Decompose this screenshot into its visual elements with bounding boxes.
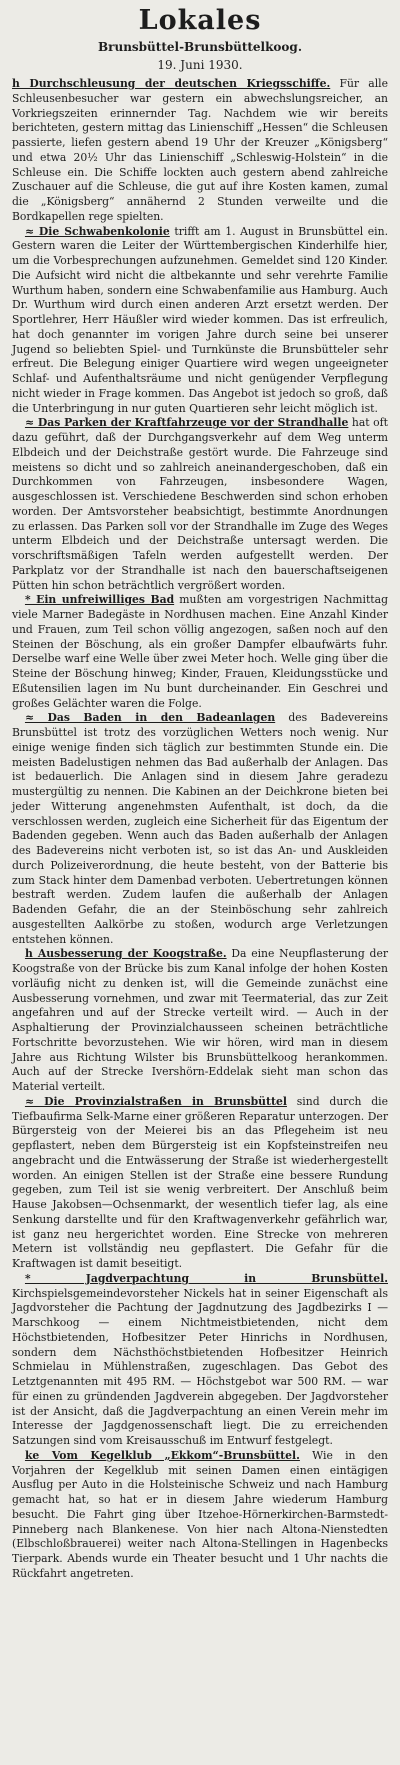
article-body: Für alle Schleusenbesucher war gestern ein abwechslungsreicher, an Vorkriegszeiten erinnernder Tag. Nachdem wie wir bereits berichteten, gestern mittag das Linienschiff „Hessen“ die Schleusen passierte, liefen gestern abend 19 Uhr der Kreuzer „Königsberg“ und etwa 20½ Uhr das Linienschiff „Schleswig-Holstein“ in die Schleuse ein. Die Schiffe lockten auch gestern abend zahlreiche Zuschauer auf die Schleuse, die gut auf ihre Kosten kamen, zumal die „Königsberg“ annähernd 2 Stunden verweilte und die Bordkapellen rege spielten. [12,77,388,223]
article-headline: h Durchschleusung der deutschen Kriegsschiffe. [12,77,331,90]
article-body: hat oft dazu geführt, daß der Durchgangsverkehr auf dem Weg unterm Elbdeich und der Deichstraße gestört wurde. Die Fahrzeuge sind meistens so dicht und so zahlreich aneinandergeschoben, daß ein Durchkommen von Fahrzeugen, insbesondere Wagen, ausgeschlossen ist. Verschiedene Beschwerden sind schon erhoben worden. Der Amtsvorsteher beabsichtigt, bestimmte Anordnungen zu erlassen. Das Parken soll vor der Strandhalle im Zuge des Weges unterm Elbdeich und der Deichstraße untersagt werden. Die vorschriftsmäßigen Tafeln werden aufgestellt werden. Der Parkplatz vor der Strandhalle ist nach den bauerschaftseigenen Pütten hin schon beträchtlich vergrößert worden. [12,416,388,592]
article-hunting-lease [12,1272,388,1449]
article-body: mußten am vorgestrigen Nachmittag viele Marner Badegäste in Nordhusen machen. Eine Anzahl Kinder und Frauen, zum Teil schon völlig angezogen, saßen noch auf den Steinen der Böschung, als ein großer Dampfer elbaufwärts fuhr. Derselbe warf eine Welle über zwei Meter hoch. Welle ging über die Steine der Böschung hinweg; Kinder, Frauen, Kleidungsstücke und Eßutensilien lagen im Nu bunt durcheinander. Ein Geschrei und großes Gelächter waren die Folge. [12,593,388,710]
section-subtitle: Brunsbüttel-Brunsbüttelkoog. [98,40,302,54]
article-involuntary-bath [12,593,388,711]
article-parking [12,416,388,593]
article-bowling-club [12,1449,388,1582]
article-body: trifft am 1. August in Brunsbüttel ein. Gestern waren die Leiter der Württembergischen Kinderhilfe hier, um die Vorbesprechungen aufzunehmen. Gemeldet sind 120 Kinder. Die Aufsicht wird nicht die altbekannte und sehr verehrte Familie Wurthum haben, sondern eine Schwabenfamilie aus Hamburg. Auch Dr. Wurthum wird durch einen anderen Arzt ersetzt werden. Der Sportlehrer, Herr Häußler wird wieder kommen. Das ist erfreulich, hat doch genannter im vorigen Jahre durch seine bei unserer Jugend so beliebten Spiel- und Turnkünste die Brunsbütteler sehr erfreut. Die Belegung einiger Quartiere wird wegen ungeeigneter Schlaf- und Aufenthaltsräume und nicht genügender Verpflegung nicht wieder in Frage kommen. Das Angebot ist jedoch so groß, daß die Unterbringung in nur guten Quartieren sehr leicht möglich ist. [12,224,388,415]
section-title: Lokales [138,5,262,36]
article-headline: ≈ Die Schwabenkolonie [24,224,170,238]
article-body: des Badevereins Brunsbüttel ist trotz des vorzüglichen Wetters noch wenig. Nur einige wenige finden sich täglich zur bestimmten Stunde ein. Die meisten Badelustigen nehmen das Bad außerhalb der Anlagen. Das ist bedauerlich. Die Anlagen sind in diesem Jahre geradezu mustergültig zu nennen. Die Kabinen an der Deichkrone bieten bei jeder Witterung angenehmsten Aufenthalt, ist doch, da die verschlossen werden, zugleich eine Sicherheit für das Eigentum der Badenden gegeben. Wenn auch das Baden außerhalb der Anlagen des Badevereins nicht verboten ist, so ist das An- und Auskleiden durch Polizeiverordnung, die heute besteht, von der Batterie bis zum Stack hinter dem Damenbad verboten. Uebertretungen können bestraft werden. Zudem laufen die außerhalb der Anlagen Badenden Gefahr, die an der Steinböschung sehr zahlreich ausgestellten Aalkörbe zu stoßen, wodurch arge Verletzungen entstehen können. [12,711,388,946]
issue-date: 19. Juni 1930. [157,58,243,72]
article-body: Da eine Neupflasterung der Koogstraße von der Brücke bis zum Kanal infolge der hohen Kosten vorläufig nicht zu denken ist, will die Gemeinde zunächst eine Ausbesserung vornehmen, und zwar mit Teermaterial, das zur Zeit angefahren und auf der Strecke verteilt wird. — Auch in der Asphaltierung der Provinzialchausseen scheinen beträchtliche Fortschritte bevorzustehen. Wie wir hören, wird man in diesem Jahre aus Richtung Wilster bis Brunsbüttelkoog herankommen. Auch auf der Strecke Ivershörn-Eddelak sieht man schon das Material verteilt. [12,947,388,1093]
article-body: Kirchspielsgemeindevorsteher Nickels hat in seiner Eigenschaft als Jagdvorsteher die Pachtung der Jagdnutzung des Jagdbezirks I — Marschkoog — einem Nichtmeistbietenden, nicht dem Höchstbietenden, Hofbesitzer Peter Hinrichs in Nordhusen, sondern dem Nächsthöchstbietenden Hofbesitzer Heinrich Schmielau in Mühlenstraßen, zugeschlagen. Das Gebot des Letztgenannten mit 495 RM. — Höchstgebot war 500 RM. — war für einen zu gründenden Jagdverein abgegeben. Der Jagdvorsteher ist der Ansicht, daß die Jagdverpachtung an einen Verein mehr im Interesse der Jagdgenossenschaft liegt. Die zu erreichenden Satzungen sind vom Kreisausschuß im Entwurf festgelegt. [12,1286,388,1447]
article-provincial-roads [12,1095,388,1272]
article-headline: ≈ Die Provinzialstraßen in Brunsbüttel [24,1094,287,1108]
article-body: Wie in den Vorjahren der Kegelklub mit seinen Damen einen eintägigen Ausflug per Auto in die Holsteinische Schweiz und nach Hamburg gemacht hat, so hat er in diesem Jahre wiederum Hamburg besucht. Die Fahrt ging über Itzehoe-Hörnerkirchen-Barmstedt-Pinneberg nach Blankenese. Von hier nach Altona-Nienstedten (Elbschloßbrauerei) weiter nach Altona-Stellingen in Hagenbecks Tierpark. Abends wurde ein Theater besucht und 1 Uhr nachts die Rückfahrt angetreten. [12,1448,388,1580]
masthead [0,0,400,73]
article-body: sind durch die Tiefbaufirma Selk-Marne einer größeren Reparatur unterzogen. Der Bürgersteig von der Meierei bis an das Pflegeheim ist neu gepflastert, neben dem Bürgersteig ist ein Kopfsteinstreifen neu angebracht und die Entwässerung der Straße ist wiederhergestellt worden. An einigen Stellen ist der Straße eine bessere Rundung gegeben, zum Teil ist sie wenig verbreitert. Der Anschluß beim Hause Jakobsen—Ochsenmarkt, der wesentlich tiefer lag, als eine Senkung darstellte und für den Kraftwagenverkehr gefährlich war, ist ganz neu hergerichtet worden. Eine Strecke von mehreren Metern ist vollständig neu gepflastert. Die Gefahr für die Kraftwagen ist damit beseitigt. [12,1094,389,1270]
news-column [0,73,400,1582]
article-headline: * Ein unfreiwilliges Bad [24,593,175,607]
article-headline: * Jagdverpachtung in Brunsbüttel. [24,1271,388,1285]
article-headline: h Ausbesserung der Koogstraße. [24,947,227,961]
article-koogstrasse [12,947,388,1095]
article-headline: ≈ Das Parken der Kraftfahrzeuge vor der Strandhalle [24,416,349,430]
article-bathing [12,711,388,947]
article-headline: ≈ Das Baden in den Badeanlagen [24,711,276,725]
article-headline: ke Vom Kegelklub „Ekkom“-Brunsbüttel. [24,1448,300,1462]
article-swabian-colony [12,225,388,417]
article-warship-locks [12,77,388,225]
